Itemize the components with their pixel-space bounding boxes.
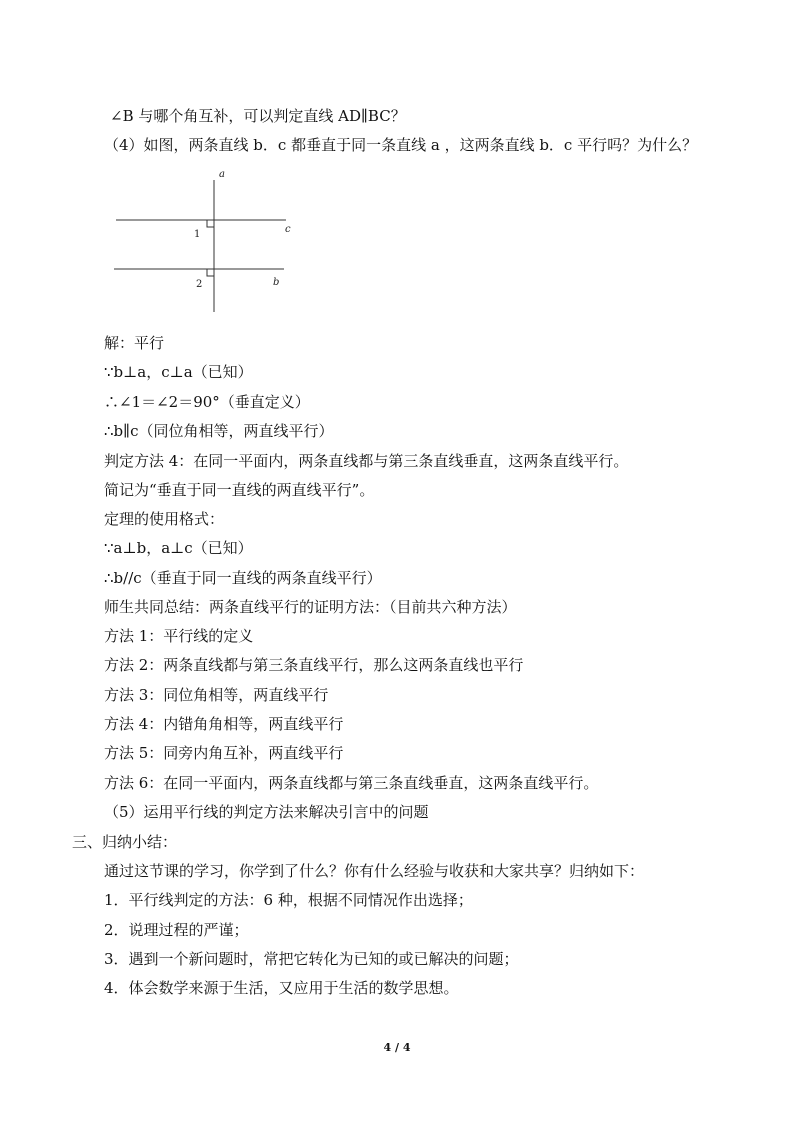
usage-step-2: ∴b//c（垂直于同一直线的两条直线平行） xyxy=(104,569,382,587)
criterion-4-short: 简记为“垂直于同一直线的两直线平行”。 xyxy=(104,481,375,499)
proof-step-3: ∴b∥c（同位角相等，两直线平行） xyxy=(104,422,334,440)
conclusion-point-2: 2．说理过程的严谨； xyxy=(104,921,249,939)
conclusion-point-1: 1．平行线判定的方法：6 种，根据不同情况作出选择； xyxy=(104,891,473,909)
summary-heading: 师生共同总结：两条直线平行的证明方法：（目前共六种方法） xyxy=(104,598,517,616)
text-line-1: ∠B 与哪个角互补，可以判定直线 AD∥BC？ xyxy=(110,107,406,125)
conclusion-point-3: 3．遇到一个新问题时，常把它转化为已知的或已解决的问题； xyxy=(104,950,519,968)
section-3-heading: 三、归纳小结： xyxy=(72,833,178,851)
question-4: （4）如图，两条直线 b．c 都垂直于同一条直线 a ，这两条直线 b．c 平行吗？为什么？ xyxy=(104,136,698,154)
perpendicular-lines-figure xyxy=(110,168,300,314)
label-2: 2 xyxy=(196,279,203,290)
method-4: 方法 4：内错角角相等，两直线平行 xyxy=(104,715,344,733)
proof-step-1: ∵b⊥a，c⊥a（已知） xyxy=(104,363,253,381)
method-1: 方法 1：平行线的定义 xyxy=(104,627,254,645)
solution-heading: 解：平行 xyxy=(104,334,165,352)
label-b: b xyxy=(273,277,280,288)
proof-step-2: ∴∠1＝∠2＝90°（垂直定义） xyxy=(104,393,310,411)
page-number: 4 / 4 xyxy=(383,1041,411,1054)
label-1: 1 xyxy=(194,229,201,240)
method-6: 方法 6：在同一平面内，两条直线都与第三条直线垂直，这两条直线平行。 xyxy=(104,774,599,792)
right-angle-mark-1 xyxy=(207,220,214,227)
label-a: a xyxy=(219,169,225,180)
right-angle-mark-2 xyxy=(207,269,214,276)
figure-svg xyxy=(110,168,300,314)
criterion-4: 判定方法 4：在同一平面内，两条直线都与第三条直线垂直，这两条直线平行。 xyxy=(104,452,629,470)
conclusion-point-4: 4．体会数学来源于生活，又应用于生活的数学思想。 xyxy=(104,979,459,997)
usage-format-heading: 定理的使用格式： xyxy=(104,510,225,528)
method-2: 方法 2：两条直线都与第三条直线平行，那么这两条直线也平行 xyxy=(104,656,524,674)
conclusion-intro: 通过这节课的学习，你学到了什么？你有什么经验与收获和大家共享？归纳如下： xyxy=(104,862,645,880)
label-c: c xyxy=(285,224,291,235)
question-5: （5）运用平行线的判定方法来解决引言中的问题 xyxy=(104,803,429,821)
method-3: 方法 3：同位角相等，两直线平行 xyxy=(104,686,329,704)
method-5: 方法 5：同旁内角互补，两直线平行 xyxy=(104,744,344,762)
usage-step-1: ∵a⊥b，a⊥c（已知） xyxy=(104,539,253,557)
